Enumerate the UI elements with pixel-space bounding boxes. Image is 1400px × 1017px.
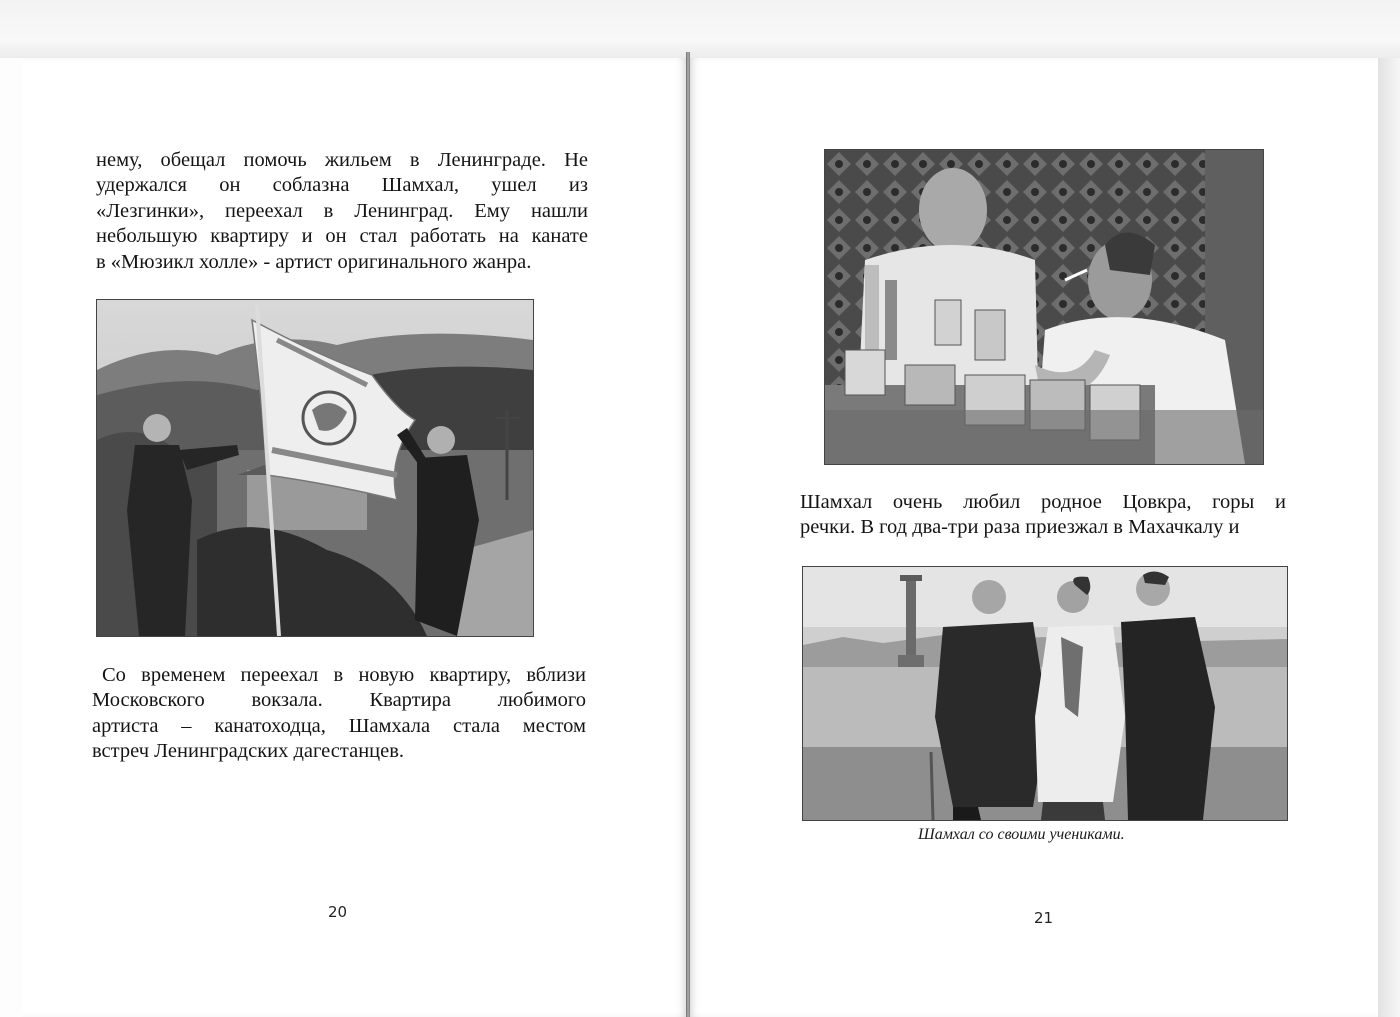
text-line: Шамхал очень любил родное Цовкра, горы и xyxy=(800,491,1286,513)
scan-right-margin xyxy=(1378,58,1400,1017)
text-line: небольшую квартиру и он стал работать на канате xyxy=(96,225,588,248)
photo-flag-on-mountain xyxy=(96,299,534,637)
left-paragraph-2 xyxy=(92,663,586,765)
photo-students-image xyxy=(803,567,1287,820)
left-paragraph-1 xyxy=(96,148,588,275)
text-line: удержался он соблазна Шамхал, ушел из xyxy=(96,174,588,197)
photo-table-image xyxy=(825,150,1263,464)
text-line: Московского вокзала. Квартира любимого xyxy=(92,689,586,712)
right-paragraph-1 xyxy=(800,490,1286,541)
photo-caption: Шамхал со своими учениками. xyxy=(918,826,1125,843)
photo-shamhal-with-students xyxy=(802,566,1288,821)
page-number-left: 20 xyxy=(328,903,348,921)
text-line: в «Мюзикл холле» - артист оригинального жанра. xyxy=(96,250,532,273)
right-page xyxy=(690,58,1378,1017)
text-line: артиста – канатоходца, Шамхала стала местом xyxy=(92,714,586,737)
photo-men-at-table xyxy=(824,149,1264,465)
text-line: речки. В год два-три раза приезжал в Махачкалу и xyxy=(800,516,1240,539)
page-number-right: 21 xyxy=(1034,909,1054,927)
text-line: встреч Ленинградских дагестанцев. xyxy=(92,740,405,763)
scan-top-margin xyxy=(0,0,1400,58)
text-line: Со временем переехал в новую квартиру, вблизи xyxy=(102,664,586,686)
text-line: «Лезгинки», переехал в Ленинград. Ему нашли xyxy=(96,199,588,222)
left-page xyxy=(22,58,686,1017)
text-line: нему, обещал помочь жильем в Ленинграде. Не xyxy=(96,149,588,171)
photo-flag-image xyxy=(97,300,533,636)
